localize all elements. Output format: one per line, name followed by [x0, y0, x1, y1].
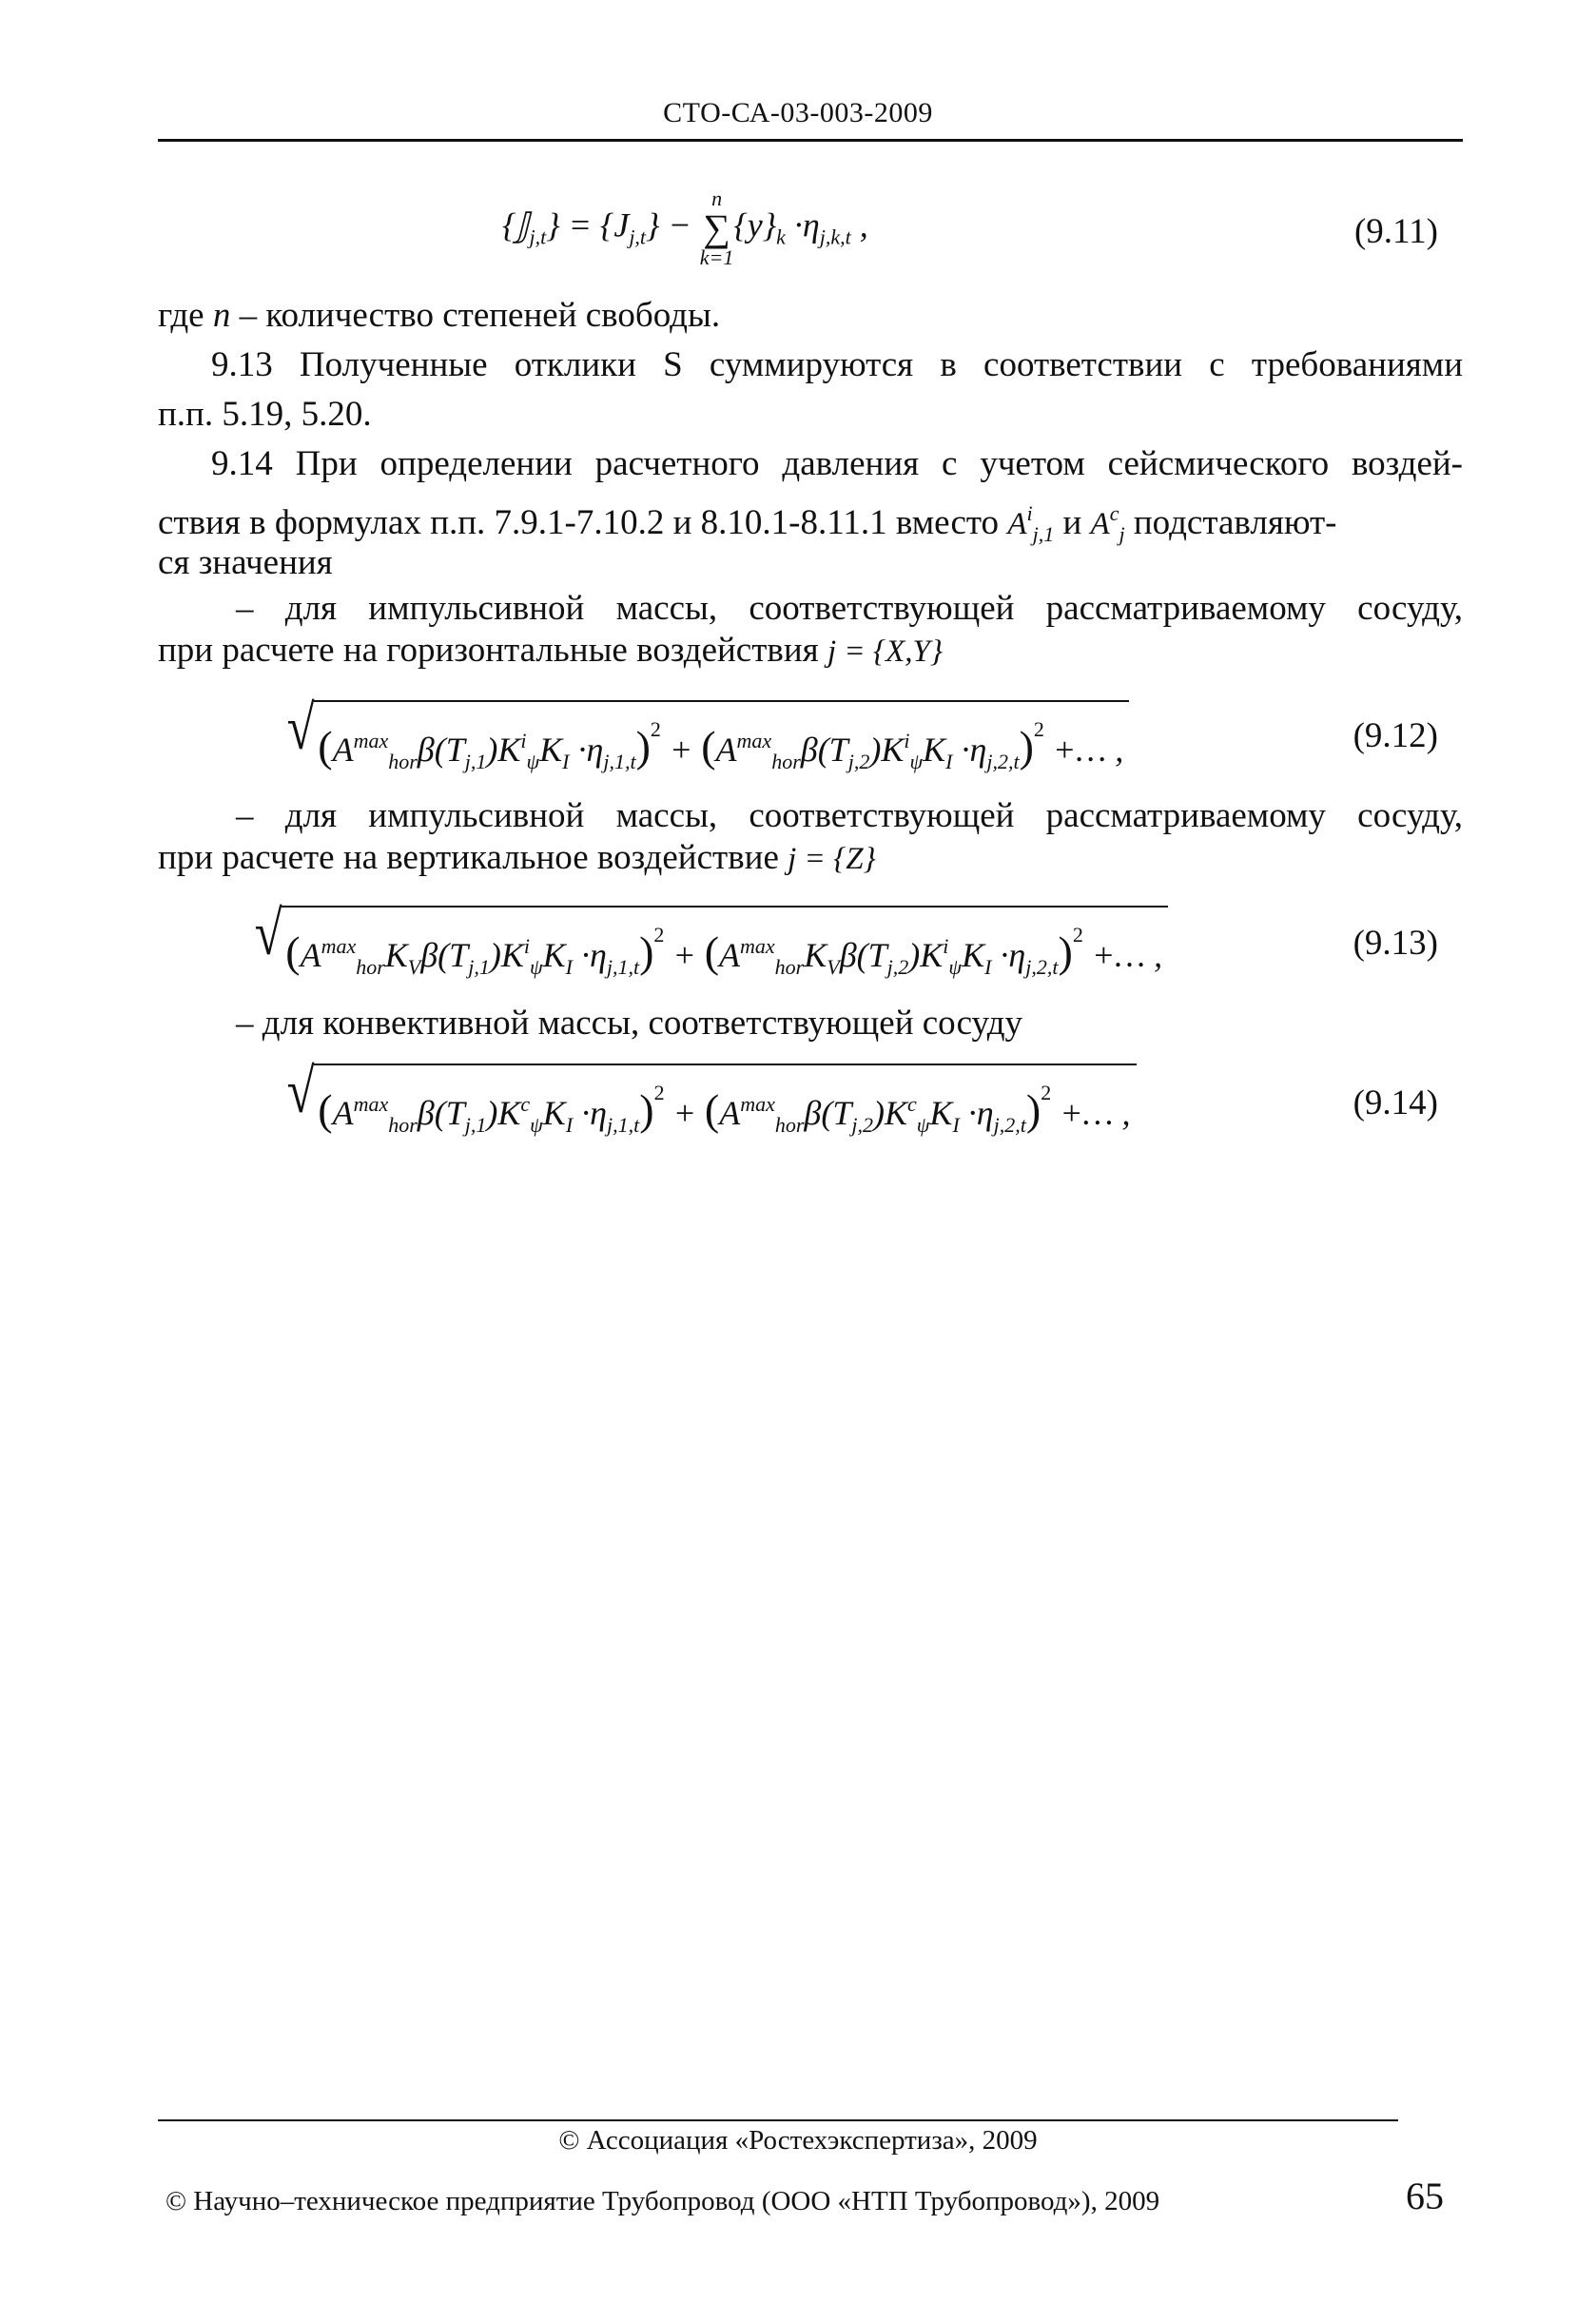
radical-sign-icon: √	[286, 1057, 315, 1126]
p914-a1-sub: j,1	[1032, 522, 1055, 546]
eq911-sum-bottom: k=1	[699, 245, 734, 269]
bullet-1-line-1: – для импульсивной массы, соответствующей рассматриваемому сосуду,	[236, 589, 1463, 628]
eq911-term: {y}	[733, 205, 777, 244]
eq911-eta: ·η	[785, 205, 820, 244]
equation-9-13	[251, 899, 1168, 989]
equation-9-12	[283, 693, 1129, 784]
eq911-sum-top: n	[711, 186, 723, 210]
footer-rule	[158, 2119, 1398, 2121]
eq912-radicand: $(A^{max}_{hor}\beta(T_{j,1})K^i_\psi K_I \cdot\eta_{j,1,t})^2 + (A^{max}_{hor}\beta(T_{j,2})K^i_\psi K_I \cdot\eta_{j,2,t})^2$ +… ,	[314, 700, 1129, 784]
para-9-13-line-1: 9.13 Полученные отклики S суммируются в соответствии с требованиями	[211, 345, 1463, 384]
b1-l2-pre: при расчете на горизонтальные воздействия	[158, 631, 827, 670]
document-code-header: СТО-СА-03-003-2009	[663, 97, 933, 128]
eq912-radical	[283, 693, 1129, 784]
equation-9-11	[502, 188, 868, 268]
eq911-lhs-sub: j,t	[529, 224, 547, 249]
bullet-2-line-1: – для импульсивной массы, соответствующей рассматриваемому сосуду,	[236, 796, 1463, 835]
bullet-3-line-1: – для конвективной массы, соответствующей сосуду	[236, 1004, 1023, 1043]
p914-a2-sup: c	[1109, 501, 1119, 525]
eq913-radical	[251, 899, 1168, 989]
p914-a1-sup: i	[1026, 501, 1033, 525]
eq911-lhs: {𝕁	[502, 205, 530, 244]
para-9-14-line-3: ся значения	[158, 543, 333, 582]
eq911-sum	[700, 188, 734, 268]
eq911-mid-sub: j,t	[629, 224, 647, 249]
eq911-minus: } −	[646, 205, 691, 244]
para-9-14-line-2	[158, 493, 1337, 556]
para-9-14-line-1: 9.14 При определении расчетного давления с учетом сейсмического воздей-	[211, 444, 1463, 483]
equation-number-9-14: (9.14)	[1353, 1083, 1438, 1122]
p914-l2-pre: ствия в формулах п.п. 7.9.1-7.10.2 и 8.10.1-8.11.1 вместо	[158, 503, 1008, 542]
p914-l2-post: подставляют-	[1124, 503, 1337, 542]
b2-l2-math: j = {Z}	[788, 842, 876, 876]
eq911-sum-sign: ∑	[703, 206, 730, 249]
para-9-13-line-2: п.п. 5.19, 5.20.	[158, 395, 372, 434]
where-var: n	[212, 296, 231, 335]
where-post: – количество степеней свободы.	[230, 296, 721, 335]
eq913-radicand: $(A^{max}_{hor}K_V\beta(T_{j,1})K^i_\psi K_I \cdot\eta_{j,1,t})^2 + (A^{max}_{hor}K_V\beta(T_{j,2})K^i_\psi K_I \cdot\eta_{j,2,t})^2$ +… ,	[282, 906, 1168, 989]
bullet-2-line-2	[158, 837, 876, 880]
eq911-eta-sub: j,k,t	[819, 224, 851, 249]
radical-sign-icon: √	[254, 899, 282, 968]
header-rule	[158, 139, 1463, 142]
bullet-1-line-2	[158, 630, 943, 673]
equation-number-9-13: (9.13)	[1353, 924, 1438, 963]
eq914-radicand: $(A^{max}_{hor}\beta(T_{j,1})K^c_\psi K_I \cdot\eta_{j,1,t})^2 + (A^{max}_{hor}\beta(T_{j,2})K^c_\psi K_I \cdot\eta_{j,2,t})^2$ +… ,	[314, 1064, 1136, 1147]
eq911-term-sub: k	[776, 224, 786, 249]
equation-9-14	[283, 1057, 1137, 1147]
p914-a1: A	[1007, 507, 1027, 541]
radical-sign-icon: √	[286, 693, 315, 763]
p914-a2: A	[1090, 507, 1110, 541]
footer-enterprise: © Научно–техническое предприятие Трубопровод (ООО «НТП Трубопровод»), 2009	[165, 2186, 1160, 2216]
eq911-tail: ,	[850, 205, 868, 244]
equation-number-9-11: (9.11)	[1353, 212, 1438, 251]
eq911-mid: } = {J	[546, 205, 630, 244]
where-pre: где	[158, 296, 213, 335]
p914-and: и	[1054, 503, 1091, 542]
b2-l2-pre: при расчете на вертикальное воздействие	[158, 838, 788, 877]
p914-a2-sub: j	[1119, 522, 1125, 546]
page-number: 65	[1406, 2175, 1444, 2217]
eq914-radical	[283, 1057, 1137, 1147]
where-clause	[158, 295, 720, 337]
footer-association: © Ассоциация «Ростехэкспертиза», 2009	[558, 2125, 1038, 2156]
b1-l2-math: j = {X,Y}	[827, 634, 944, 669]
equation-number-9-12: (9.12)	[1353, 716, 1438, 755]
